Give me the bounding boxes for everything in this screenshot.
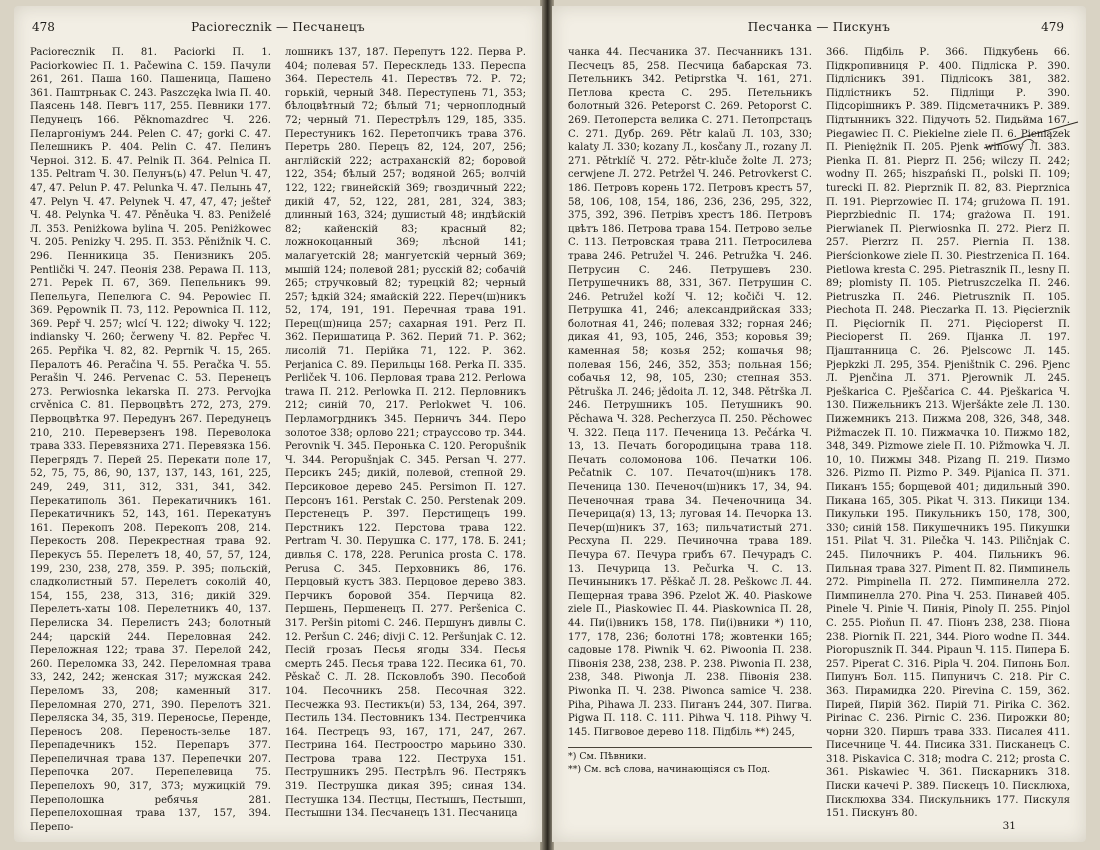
footnote-1: *) См. Пѣвники.: [568, 751, 647, 763]
left-column-2: [285, 46, 526, 820]
right-running-head: [552, 20, 1086, 38]
footnote-2: **) См. всѣ слова, начинающіяся съ Под.: [568, 764, 771, 776]
index-entries-text: лошникъ 137, 187. Перепутъ 122. Перва Р. 404; полевая 57. Перескледь 133. Переспа 364. Перестель 41. Перествъ 72. Р. 72; горькій, черный 348. Переступень 71, 353; бѣлоцвѣтный 72; бѣлый 71; черноплодный 72; черный 71. Перестрѣлъ 129, 185, 335. Перестуникъ 162. Перетопчикъ трава 376. Перетрь 280. Перецъ 82, 124, 207, 256; англійскій 222; астраханскій 82; боровой 122, 354; бѣлый 257; водяной 265; волчій 122, 122; гвинейскій 369; гвоздичный 222; дикій 47, 52, 122, 281, 281, 324, 383; длинный 163, 324; душистый 48; индѣйскій 82; кайенскій 83; красный 82; ложнокоцанный 369; лѣсной 141; малагуетскій 28; мангуетскій черный 369; мышій 124; полевой 281; русскій 82; собачій 265; стручковый 82; турецкій 82; черный 257; ѣдкій 324; ямайскій 222. Переч(ш)никъ 52, 174, 191, 191. Перечная трава 191. Перец(ш)ница 257; сахарная 191. Perz П. 362. Перишатица Р. 362. Перий 71. Р. 362; лисолій 71. Перійка 71, 122. Р. 362. Perjanica С. 89. Перильцы 168. Perka П. 335. Perliček Ч. 106. Перловая трава 212. Perlowa trawa П. 212. Perlowka П. 212. Перловникъ 212; синій 70, 217. Perlokwet Ч. 106. Перламогрдникъ 345. Перничъ 344. Перо золотое 338; орлово 221; страуссово тр. 344. Perovnik Ч. 345. Перонька С. 120. Perоpušnik Ч. 344. Perоpušnjak С. 345. Persan Ч. 277. Персикъ 245; дикій, полевой, степной 29. Персиковое дерево 245. Persimon П. 127. Персонъ 161. Perstak С. 250. Perstenak 209. Перстенецъ Р. 397. Перстищецъ 199. Перстникъ 122. Перстова трава 122. Pertram Ч. 30. Перушка С. 177, 178. Б. 241; дивлья С. 178, 228. Perunica prosta С. 178. Perusa С. 345. Перховникъ 86, 176. Перцовый кустъ 383. Перцовое дерево 383. Перчикъ боровой 354. Перчица 82. Першень, Першенецъ П. 277. Peršenica С. 317. Peršin pitomi С. 246. Першунъ дивлы С. 12. Peršun С. 246; divji С. 12. Peršunjak С. 12. Песій грозаъ Песья ягоды 334. Песья смерть 245. Песья трава 122. Песика 61, 70. Pěskač С. Л. 28. Псковлобъ 390. Песобой 104. Песочникъ 258. Песочная 322. Песчежка 93. Пестикъ(и) 53, 134, 264, 397. Пестиль 134. Пестовникъ 134. Пестренчика 164. Пестрецъ 93, 167, 171, 247, 267. Пестрина 164. Пестроостро марьино 330. Пестрова трава 122. Пеструха 151. Пеструшникъ 295. Пестрѣлъ 96. Пестрякъ 319. Пеструшка дикая 395; синая 134. Пестушка 134. Пестцы, Пестышъ, Пестышп, Пестышни 134. Песчанецъ 131. Песчаница: [285, 47, 526, 820]
right-running-title: Песчанка — Пискунъ: [747, 20, 891, 34]
right-column-1: [568, 46, 812, 814]
left-running-title: Paciorecznik — Песчанецъ: [191, 20, 365, 34]
index-entries-text: Paciorecznik П. 81. Paciorki П. 1. Paciorkowiec П. 1. Pačewina С. 159. Пачули 261, 261. Паша 160. Пашеница, Пашено 361. Паштрньак С. 243. Paszczęka lwia П. 40. Паясень 148. Певгъ 117, 255. Певники 177. Педунецъ 166. Pěknomazdrec Ч. 226. Пеларгоніумъ 244. Pelen С. 47; gorki С. 47. Пелешникъ Р. 404. Pelin С. 47. Пелинъ Черноі. 312. Б. 47. Pelnik П. 364. Pelnica П. 135. Peltram Ч. 30. Пелунъ(ь) 47. Pelun Ч. 47, 47, 47. Pelun Р. 47. Pelunka Ч. 47. Пелынь 47, 47. Pelyn Ч. 47. Pelynek Ч. 47, 47, 47; ješteř Ч. 48. Pelynka Ч. 47. Pěněuka Ч. 83. Peniželé Л. 353. Peniżkowa bylina Ч. 205. Peniżkowec Ч. 205. Penizky Ч. 295. П. 353. Pěnižnik Ч. С. 296. Пенникица 35. Пенизникъ 205. Pentlički Ч. 247. Пеонія 238. Pepawa П. 113, 271. Pepek П. 67, 369. Пепельникъ 99. Пепельуга, Пепелюга С. 94. Pepowiec П. 369. Pępownik П. 73, 112. Pepownica П. 112, 369. Pepř Ч. 257; wlcí Ч. 122; diwoky Ч. 122; indiansky Ч. 260; čerweny Ч. 82. Pepřec Ч. 265. Pepřika Ч. 82, 82. Peprnik Ч. 15, 265. Пералотъ 46. Peračina Ч. 55. Peračka Ч. 55. Perašin Ч. 246. Pervenac С. 53. Перенецъ 273. Perwiosnka lekarska П. 273. Pervojka crvěnica С. 81. Первоцвѣтъ 272, 273, 279. Первоцвѣтка 97. Передунъ 267. Передунецъ 210, 210. Переверзенъ 198. Переволока трава 333. Перевязниха 271. Перевязка 156. Перегрядъ 7. Перей 25. Перекати поле 17, 52, 75, 75, 86, 90, 137, 137, 143, 161, 225, 249, 249, 311, 312, 331, 341, 342. Перекатиполь 361. Перекатичникъ 161. Перекатичникъ 52, 143, 161. Перекатунъ 161. Перекопъ 208. Перекопъ 208, 214. Перекость 208. Перекрестная трава 92. Перекусъ 55. Перелетъ 18, 40, 57, 57, 124, 199, 230, 238, 278, 359. Р. 395; польскій, сладколистный 57. Перелетъ соколій 40, 154, 155, 238, 313, 316; дикій 329. Перелетъ-хаты 108. Перелетникъ 40, 137. Перелиска 34. Перелистъ 243; болотный 244; царскій 244. Переловная 242. Переложная 122; трава 37. Перелой 242, 260. Переломка 33, 242. Переломная трава 33, 242, 242; женская 317; мужская 242. Переломъ 33, 208; каменный 317. Переломная 270, 271, 390. Перелотъ 321. Переляска 34, 35, 319. Переносье, Перенде, Переносъ 208. Переность-зелье 187. Перепадечникъ 152. Перепаръ 377. Перепеличная трава 137. Перепечки 207. Перепочка 207. Перепелевица 75. Перепелохъ 90, 317, 373; мужицкій 79. Переполошка ребячья 281. Перепелохошная трава 137, 157, 394. Перепо-: [30, 47, 271, 833]
index-entries-text: 366. Підбіль Р. 366. Підкубень 66. Підкропивниця Р. 400. Підліска Р. 390. Підлісникъ 391. Підлісокъ 381, 382. Підлістникъ 52. Підліщи Р. 390. Підсорішникъ Р. 389. Підсметачникъ Р. 389. Підтынникъ 322. Підучоть 52. Пидьйма 167. Piegawiec П. С. Piekielne ziele П. 6. Pieniązek П. Pieniężnik П. 205. Pjenk winowy Л. 383. Pienka П. 81. Pieprz П. 256; wilczy П. 242; wodny П. 265; hiszpański П., polski П. 109; turecki П. 82. Pieprznik П. 82, 83. Pieprznica П. 191. Pieprzowiec П. 174; grużowa П. 191. Pieprzbiednic П. 174; grażowa П. 191. Pierwianek П. Pierwiosnka П. 272. Pierz П. 257. Pierzrz П. 257. Piernia П. 138. Pierścionkowe ziele П. 30. Piestrzenica П. 164. Pietlowa kresta С. 295. Pietrasznik П., lesny П. 89; plomisty П. 105. Pietruszczelka П. 246. Pietruszka П. 246. Pietrusznik П. 105. Piechota П. 248. Pieczarka П. 13. Pięcierznik П. Pięciornik П. 271. Pięcioperst П. Piecioperst П. 269. Пјанка Л. 197. Пјаштанница С. 26. Pjelscowc Л. 145. Pjepkzki Л. 295, 354. Pjeništnik С. 296. Pjenc Л. Pjenčina Л. 371. Pjerownik Л. 245. Pješkarica С. Pješčarica С. 44. Pješkarica Ч. 130. Пижельникъ 213. Wjeršákte zele Л. 130. Пижемникъ 213. Пижма 208, 326, 348, 348. Pižmaczek П. 10. Пижмачка 10. Пижмо 182, 348, 349. Pizmowe ziele П. 10. Pižmowka Ч. Л. 10, 10. Пижмы 348. Pizang П. 219. Пизмо 326. Pizmo П. Pizmo Р. 349. Pijanica П. 371. Пиканъ 155; борщевой 401; дидильный 390. Пикана 165, 305. Pikat Ч. 313. Пикици 134. Пикульки 195. Пикульникъ 150, 178, 300, 330; синій 158. Пикушечникъ 195. Пикушки 151. Pilat Ч. 31. Pilečka Ч. 143. Piličnjak С. 245. Пилочникъ Р. 404. Пильникъ 96. Пильная трава 327. Piment П. 82. Пимпинель 272. Pimpinella П. 272. Пимпинелла 272. Пимпинелла 270. Pina Ч. 253. Пинавей 405. Pinele Ч. Pinie Ч. Пинія, Pinoly П. 255. Pinjol С. 255. Pioňun П. 47. Піонъ 238, 238. Піона 238. Piornik П. 221, 344. Pioro wodne П. 344. Pioropusznik П. 344. Pipaun Ч. 115. Пипера Б. 257. Piperat С. 316. Pipla Ч. 204. Пипонь Бол. Пипунъ Бол. 115. Пипуничъ С. 218. Pir С. 363. Пирамидка 220. Pirevina С. 159, 362. Пирей, Пирій 362. Пирій 71. Pirika С. 362. Pirinac С. 236. Pirnic С. 236. Пирожки 80; чорни 320. Пиршъ трава 333. Писалея 411. Писечнице Ч. 44. Писика 331. Писканецъ С. 318. Piskavica С. 318; modra С. 212; prosta С. 361. Piskawiec Ч. 361. Пискарникъ 318. Писки качечі Р. 389. Пискецъ 10. Писклюха, Писклюхва 334. Пискульникъ 177. Пискуля 151. Пискунъ 80.: [826, 47, 1070, 820]
signature-mark: 31: [1002, 820, 1016, 832]
right-page-number: 479: [1041, 20, 1064, 34]
left-page-columns: [30, 46, 526, 833]
left-column-1: [30, 46, 271, 833]
right-page: [552, 6, 1086, 842]
left-page: [14, 6, 542, 842]
right-page-columns: [568, 46, 1070, 820]
left-page-number: 478: [32, 20, 55, 34]
right-column-2: [826, 46, 1070, 820]
index-entries-text: чанка 44. Песчаника 37. Песчанникъ 131. Песчецъ 85, 258. Песчица бабарская 73. Петельникъ 342. Petiprstka Ч. 161, 271. Петлова креста С. 295. Петельникъ болотный 326. Peteporst С. 269. Petoporst С. 269. Петоперста велика С. 271. Петопрстацъ С. 271. Дубр. 269. Pětr kalaŭ Л. 103, 330; kalaty Л. 330; kozany Л., kosčany Л., rozany Л. 271. Pětrklíč Ч. 272. Pětr-kluče žolte Л. 273; cerwjene Л. 272. Petržel Ч. 246. Petrovkerst С. 186. Петровъ корень 172. Петровъ крестъ 57, 58, 106, 108, 154, 186, 236, 236, 295, 322, 375, 392, 396. Петрівъ хрестъ 186. Петровъ цвѣтъ 186. Петрова трава 154. Петрово зелье С. 113. Петровская трава 211. Петросилева трава 246. Petružel Ч. 246. Petružka Ч. 246. Петрусин С. 246. Петрушевъ 230. Петрушечникъ 88, 331, 367. Петрушин С. 246. Petružel koží Ч. 12; kočiči Ч. 12. Петрушка 41, 246; александрийская 333; болотная 41, 246; полевая 332; горная 246; дикая 41, 93, 105, 246, 353; коровья 39; каменная 58; козья 252; кошачья 98; полевая 156, 246, 352, 353; польная 156; собачья 12, 98, 105, 230; степная 353. Pětruška Л. 246; jědoita Л. 12, 348. Pětrška Л. 246. Петрушникъ 105. Петушникъ 90. Pěchawa Ч. 328. Pecherzyca П. 250. Pěchowec Ч. 322. Пеца 117. Печеница 13. Pečárka Ч. 13, 13. Печать богородицына трава 118. Печать соломонова 106. Печатки 106. Pečatnik С. 107. Печаточ(ш)никъ 178. Печеница 130. Печеноч(ш)никъ 17, 34, 94. Печеночная трава 34. Печеночница 34. Печерица(я) 13, 13; луговая 14. Печорка 13. Печер(ш)никъ 37, 163; пильчатистый 271. Pecxyna П. 229. Печиночна трава 189. Печура 67. Печура грибъ 67. Печурадъ С. 13. Печурица 13. Pečurka Ч. С. 13. Печиныникъ 17. Pěškač Л. 28. Peškowc Л. 44. Пещерная трава 396. Pzelot Ж. 40. Piaskowe ziele П., Piaskowiec П. 44. Piaskownica П. 28, 44. Пи(і)вникъ 158, 178. Пи(і)вники *) 110, 177, 178, 236; болотні 178; жовтенки 165; садовые 178. Piwnik Ч. 62. Piwoonia П. 238. Півонія 238, 238, 238. Р. 238. Piwonia П. 238, 238, 348. Piwonja Л. 238. Півонія 238. Piwonka П. Ч. 238. Piwonca samice Ч. 238. Piha, Pihawa Л. 233. Пиганъ 244, 307. Пигва. Pigwa П. 118. С. 111. Pihwa Ч. 118. Pihwy Ч. 145. Пигвовое дерево 118. Підбіль **) 245,: [568, 47, 812, 738]
footnotes: [568, 747, 812, 776]
left-running-head: [14, 20, 542, 38]
